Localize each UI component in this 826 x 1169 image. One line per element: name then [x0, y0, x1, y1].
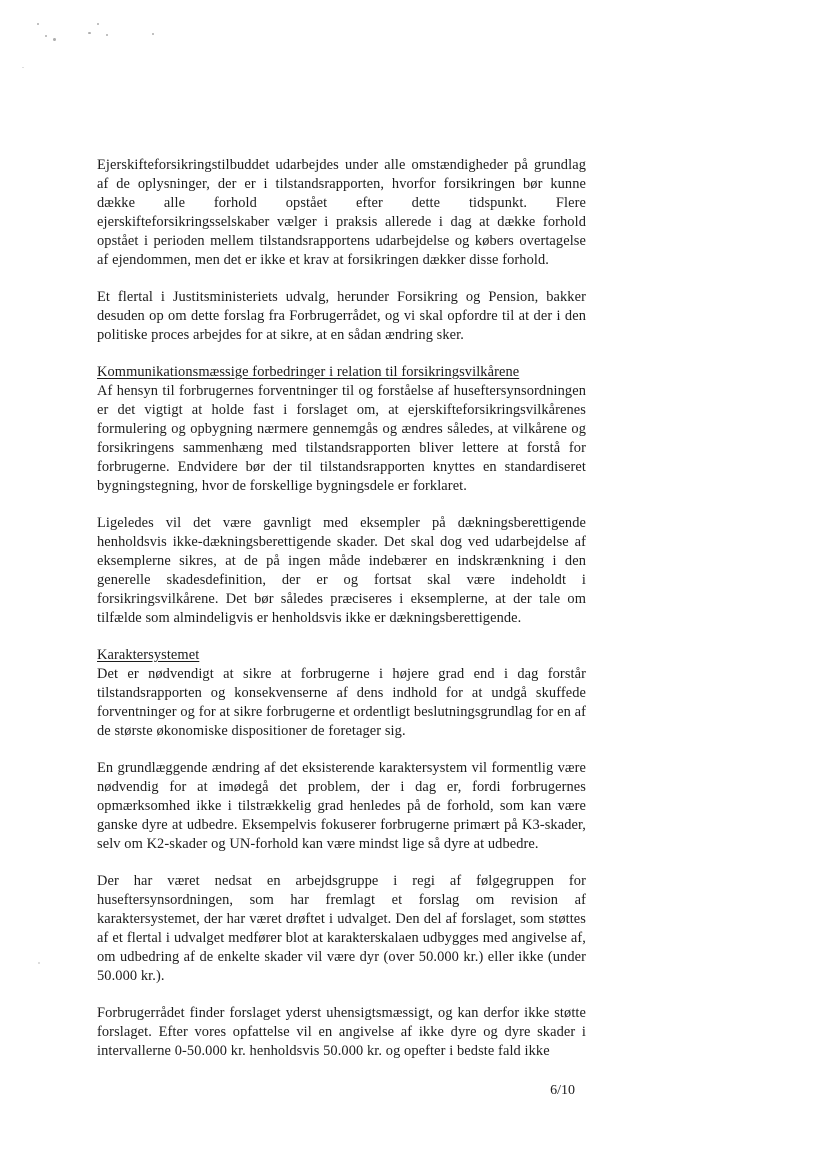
- paragraph-grading-system-necessity: Det er nødvendigt at sikre at forbrugerne i højere grad end i dag forstår tilstandsrapporten og konsekvenserne af dens indhold for at undgå skuffede forventninger og for at sikre forbrugerne et ordentligt beslutningsgrundlag for en af de største økonomiske dispositioner de foretager sig.: [97, 666, 586, 739]
- scan-noise-speck: [45, 35, 47, 37]
- scan-noise-speck: [37, 23, 39, 25]
- document-text-column: [97, 156, 586, 1079]
- paragraph-consumer-council-opinion: Forbrugerrådet finder forslaget yderst uhensigtsmæssigt, og kan derfor ikke støtte forslaget. Efter vores opfattelse vil en angivelse af ikke dyre og dyre skader i intervallerne 0-50.000 kr. henholdsvis 50.000 kr. og opefter i bedste fald ikke: [97, 1005, 586, 1059]
- scan-noise-speck: [22, 67, 24, 68]
- paragraph-insurance-offer-basis: Ejerskifteforsikringstilbuddet udarbejdes under alle omstændigheder på grundlag af de oplysninger, der er i tilstandsrapporten, hvorfor forsikringen bør kunne dække alle forhold opstået efter dette tidspunkt. Flere ejerskifteforsikringsselskaber vælger i praksis allerede i dag at dække forhold opstået i perioden mellem tilstandsrapportens udarbejdelse og købers overtagelse af ejendommen, men det er ikke et krav at forsikringen dækker disse forhold.: [97, 157, 586, 268]
- page-number: 6/10: [550, 1083, 575, 1098]
- scan-noise-speck: [152, 33, 154, 35]
- scan-noise-speck: [106, 34, 108, 36]
- section-heading-communication-improvements: Kommunikationsmæssige forbedringer i relation til forsikringsvilkårene: [97, 364, 520, 380]
- paragraph-coverage-examples: Ligeledes vil det være gavnligt med eksempler på dækningsberettigende henholdsvis ikke-dækningsberettigende skader. Det skal dog ved udarbejdelse af eksemplerne sikres, at de på ingen måde indebærer en indskrænkning i den generelle skadesdefinition, der er og fortsat skal være indeholdt i forsikringsvilkårene. Det bør således præciseres i eksemplerne, at der tale om tilfælde som almindeligvis er henholdsvis ikke er dækningsberettigende.: [97, 515, 586, 626]
- paragraph-ministry-majority-support: Et flertal i Justitsministeriets udvalg, herunder Forsikring og Pension, bakker desuden op om dette forslag fra Forbrugerrådet, og vi skal opfordre til at der i den politiske proces arbejdes for at sikre, at en sådan ændring sker.: [97, 289, 586, 343]
- scan-noise-speck: [88, 32, 91, 34]
- section-heading-grading-system: Karaktersystemet: [97, 647, 200, 663]
- scan-noise-speck: [97, 23, 99, 25]
- paragraph-working-group-proposal: Der har været nedsat en arbejdsgruppe i regi af følgegruppen for huseftersynsordningen, som har fremlagt et forslag om revision af karaktersystemet, der har været drøftet i udvalget. Den del af forslaget, som støttes af et flertal i udvalget medfører blot at karakterskalaen udbygges med angivelse af, om udbedring af de enkelte skader vil være dyr (over 50.000 kr.) eller ikke (under 50.000 kr.).: [97, 873, 586, 984]
- scan-noise-speck: [38, 962, 40, 964]
- paragraph-consumer-expectations-terms: Af hensyn til forbrugernes forventninger til og forståelse af huseftersynsordningen er det vigtigt at holde fast i forslaget om, at ejerskifteforsikringsvilkårenes formulering og opbygning nærmere gennemgås og ændres således, at vilkårene og forsikringens sammenhæng med tilstandsrapporten bliver lettere at forstå for forbrugerne. Endvidere bør der til tilstandsrapporten knyttes en standardiseret bygningstegning, hvor de forskellige bygningsdele er forklaret.: [97, 383, 586, 494]
- paragraph-fundamental-change: En grundlæggende ændring af det eksisterende karaktersystem vil formentlig være nødvendig for at imødegå det problem, der i dag er, fordi forbrugernes opmærksomhed ikke i tilstrækkelig grad henledes på de forhold, som kan være ganske dyre at udbedre. Eksempelvis fokuserer forbrugerne primært på K3-skader, selv om K2-skader og UN-forhold kan være mindst lige så dyre at udbedre.: [97, 760, 586, 852]
- scan-noise-speck: [53, 38, 56, 41]
